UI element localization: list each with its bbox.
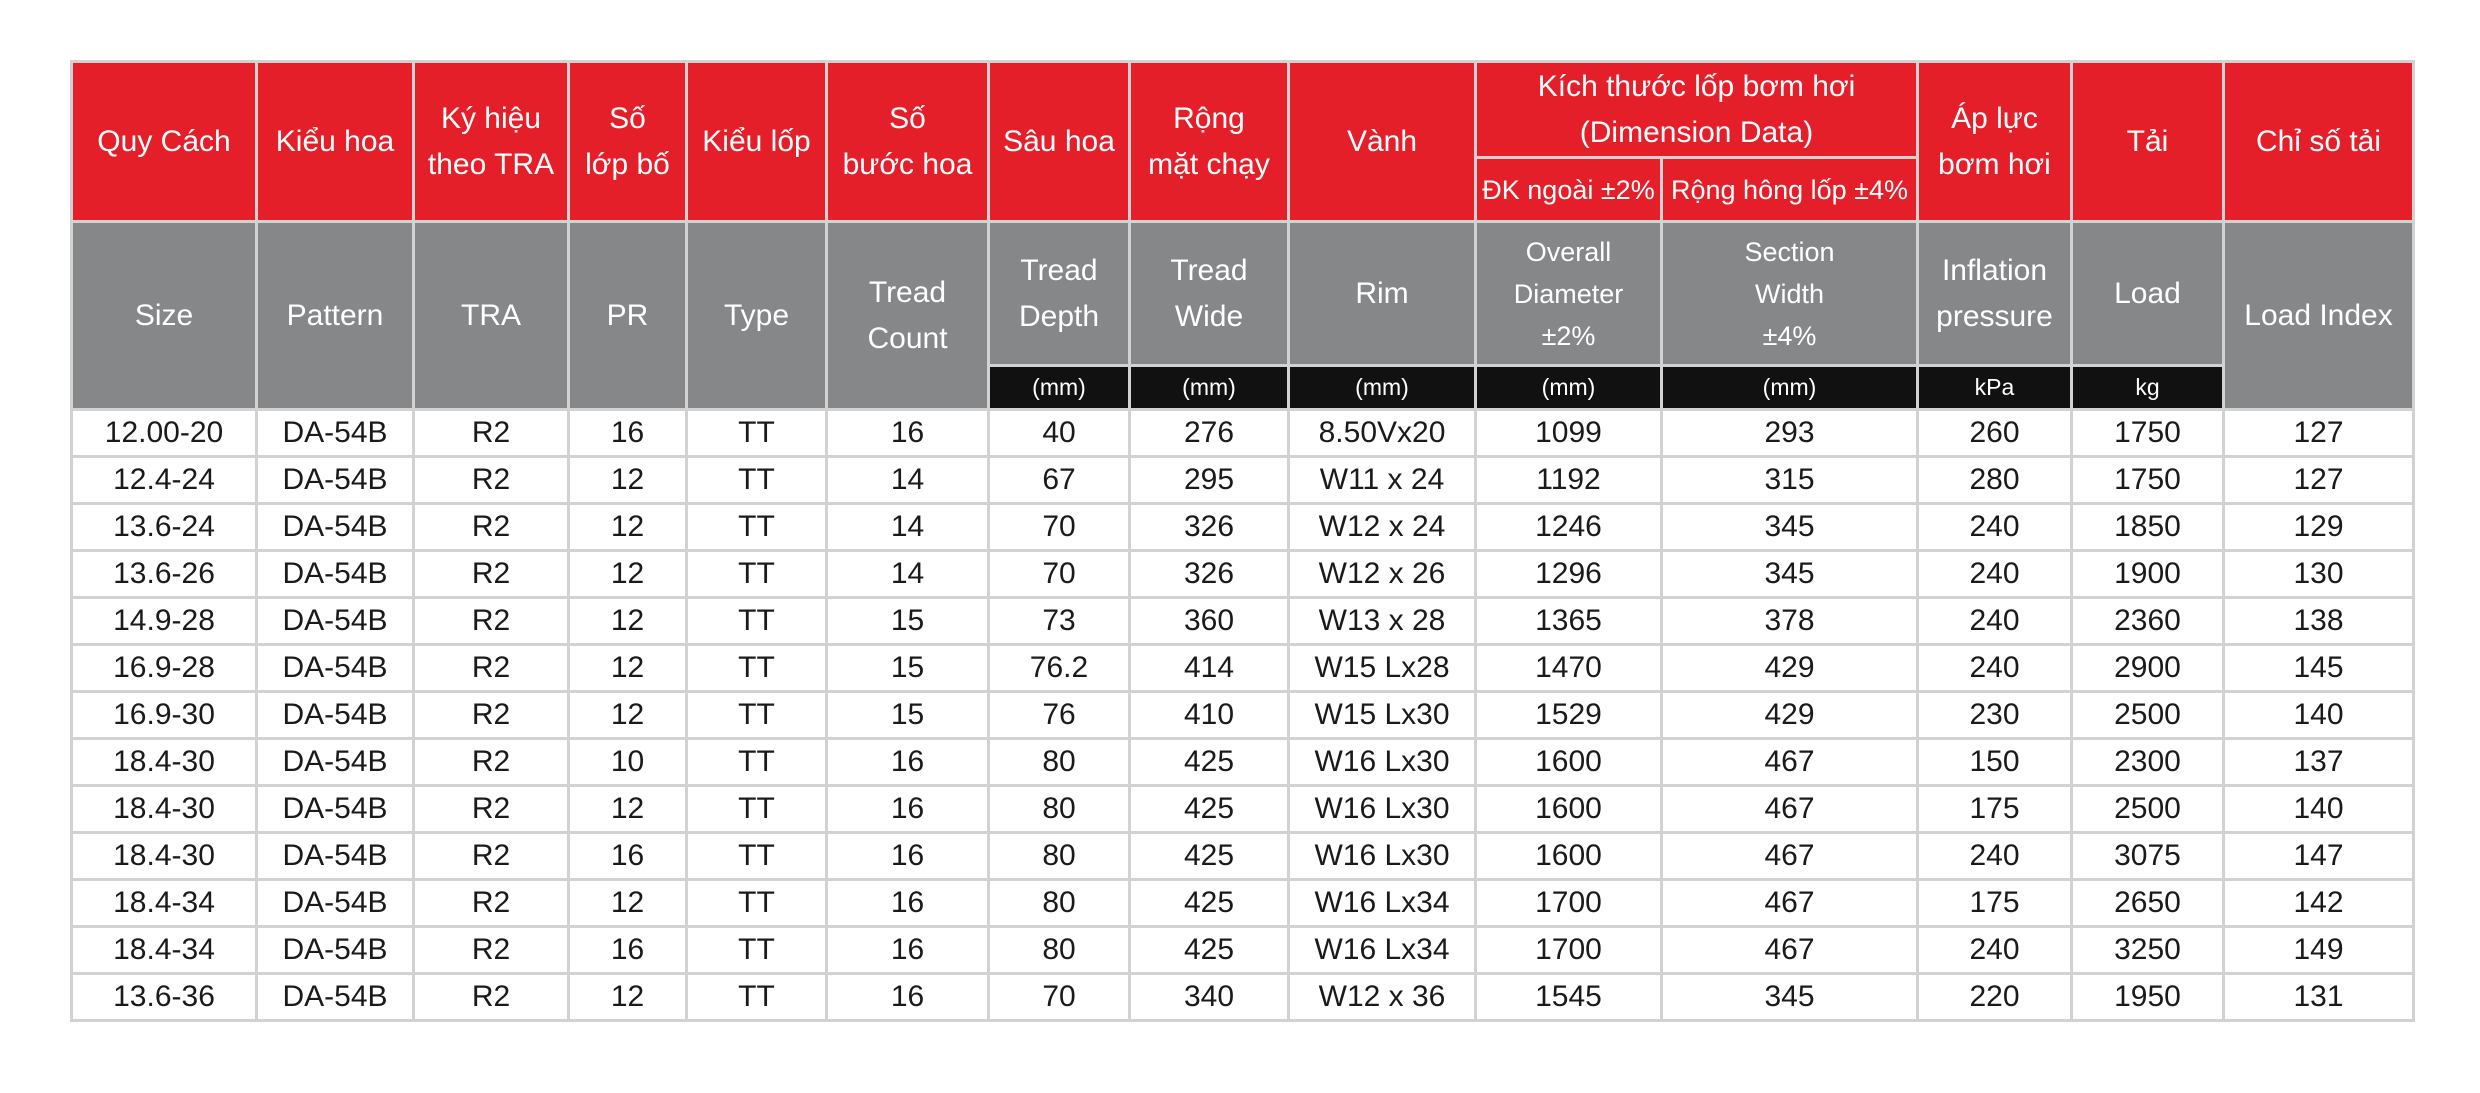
cell-pr: 12	[569, 551, 687, 598]
header-vn-pattern: Kiểu hoa	[257, 62, 414, 222]
cell-type: TT	[687, 786, 827, 833]
cell-type: TT	[687, 833, 827, 880]
cell-section-width: 467	[1662, 927, 1918, 974]
cell-tread-wide: 295	[1130, 457, 1289, 504]
cell-pr: 12	[569, 457, 687, 504]
cell-pr: 12	[569, 692, 687, 739]
cell-pattern: DA-54B	[257, 645, 414, 692]
cell-overall-diameter: 1600	[1476, 739, 1662, 786]
table-row	[72, 504, 2414, 551]
cell-inflation: 230	[1918, 692, 2072, 739]
tire-spec-table	[70, 60, 2415, 1022]
cell-tread-count: 16	[827, 786, 989, 833]
cell-inflation: 280	[1918, 457, 2072, 504]
cell-section-width: 429	[1662, 692, 1918, 739]
header-vn-tread-depth: Sâu hoa	[989, 62, 1130, 222]
cell-pr: 12	[569, 504, 687, 551]
cell-tread-wide: 425	[1130, 927, 1289, 974]
cell-tread-depth: 80	[989, 927, 1130, 974]
table-row	[72, 645, 2414, 692]
cell-tread-depth: 70	[989, 974, 1130, 1021]
cell-section-width: 315	[1662, 457, 1918, 504]
cell-pr: 16	[569, 833, 687, 880]
cell-load: 2500	[2072, 692, 2224, 739]
cell-tread-count: 16	[827, 410, 989, 457]
cell-size: 12.4-24	[72, 457, 257, 504]
cell-load: 2650	[2072, 880, 2224, 927]
cell-inflation: 175	[1918, 786, 2072, 833]
table-row	[72, 410, 2414, 457]
cell-inflation: 240	[1918, 504, 2072, 551]
header-vn-dimension-group: Kích thước lốp bơm hơi (Dimension Data)	[1476, 62, 1918, 158]
cell-rim: W16 Lx30	[1289, 739, 1476, 786]
cell-rim: W16 Lx30	[1289, 833, 1476, 880]
cell-pr: 16	[569, 927, 687, 974]
cell-load: 3075	[2072, 833, 2224, 880]
cell-tread-wide: 425	[1130, 880, 1289, 927]
cell-inflation: 220	[1918, 974, 2072, 1021]
cell-load-index: 127	[2224, 410, 2414, 457]
cell-size: 13.6-26	[72, 551, 257, 598]
header-en-pattern: Pattern	[257, 222, 414, 410]
cell-load: 1900	[2072, 551, 2224, 598]
cell-overall-diameter: 1470	[1476, 645, 1662, 692]
cell-inflation: 240	[1918, 598, 2072, 645]
cell-load-index: 149	[2224, 927, 2414, 974]
cell-overall-diameter: 1600	[1476, 786, 1662, 833]
cell-tra: R2	[414, 786, 569, 833]
cell-section-width: 293	[1662, 410, 1918, 457]
cell-tra: R2	[414, 880, 569, 927]
unit-section-width: (mm)	[1662, 366, 1918, 410]
cell-tread-depth: 76.2	[989, 645, 1130, 692]
cell-load-index: 127	[2224, 457, 2414, 504]
unit-tread-wide: (mm)	[1130, 366, 1289, 410]
cell-type: TT	[687, 927, 827, 974]
header-en-rim: Rim	[1289, 222, 1476, 366]
header-vn-rim: Vành	[1289, 62, 1476, 222]
cell-load-index: 140	[2224, 786, 2414, 833]
header-en-tra: TRA	[414, 222, 569, 410]
cell-pattern: DA-54B	[257, 457, 414, 504]
cell-load: 1750	[2072, 457, 2224, 504]
unit-rim: (mm)	[1289, 366, 1476, 410]
table-row	[72, 598, 2414, 645]
cell-tread-wide: 276	[1130, 410, 1289, 457]
cell-tra: R2	[414, 974, 569, 1021]
table-row	[72, 692, 2414, 739]
cell-size: 13.6-24	[72, 504, 257, 551]
cell-inflation: 240	[1918, 833, 2072, 880]
cell-size: 16.9-28	[72, 645, 257, 692]
header-vn-load: Tải	[2072, 62, 2224, 222]
cell-load-index: 137	[2224, 739, 2414, 786]
cell-pattern: DA-54B	[257, 598, 414, 645]
cell-tread-depth: 67	[989, 457, 1130, 504]
cell-tread-depth: 40	[989, 410, 1130, 457]
cell-load: 2900	[2072, 645, 2224, 692]
cell-overall-diameter: 1545	[1476, 974, 1662, 1021]
unit-inflation: kPa	[1918, 366, 2072, 410]
cell-tra: R2	[414, 833, 569, 880]
cell-pattern: DA-54B	[257, 786, 414, 833]
cell-inflation: 240	[1918, 551, 2072, 598]
cell-tread-wide: 414	[1130, 645, 1289, 692]
header-vn-size: Quy Cách	[72, 62, 257, 222]
cell-inflation: 150	[1918, 739, 2072, 786]
cell-pr: 16	[569, 410, 687, 457]
cell-type: TT	[687, 739, 827, 786]
cell-section-width: 345	[1662, 974, 1918, 1021]
cell-type: TT	[687, 645, 827, 692]
cell-rim: W12 x 36	[1289, 974, 1476, 1021]
cell-tra: R2	[414, 410, 569, 457]
cell-size: 18.4-30	[72, 833, 257, 880]
cell-pattern: DA-54B	[257, 833, 414, 880]
cell-section-width: 467	[1662, 786, 1918, 833]
cell-inflation: 240	[1918, 645, 2072, 692]
cell-tread-depth: 70	[989, 551, 1130, 598]
cell-section-width: 378	[1662, 598, 1918, 645]
cell-overall-diameter: 1600	[1476, 833, 1662, 880]
cell-rim: W15 Lx28	[1289, 645, 1476, 692]
cell-type: TT	[687, 504, 827, 551]
cell-rim: W16 Lx34	[1289, 927, 1476, 974]
header-en-inflation: Inflation pressure	[1918, 222, 2072, 366]
cell-tread-depth: 73	[989, 598, 1130, 645]
cell-overall-diameter: 1365	[1476, 598, 1662, 645]
cell-pattern: DA-54B	[257, 692, 414, 739]
table-row	[72, 739, 2414, 786]
cell-type: TT	[687, 880, 827, 927]
cell-section-width: 429	[1662, 645, 1918, 692]
cell-pattern: DA-54B	[257, 927, 414, 974]
cell-load-index: 142	[2224, 880, 2414, 927]
header-en-section-width: Section Width ±4%	[1662, 222, 1918, 366]
table-row	[72, 551, 2414, 598]
cell-tra: R2	[414, 457, 569, 504]
header-vn-type: Kiểu lốp	[687, 62, 827, 222]
header-vn-overall-diameter: ĐK ngoài ±2%	[1476, 158, 1662, 222]
cell-load-index: 129	[2224, 504, 2414, 551]
tire-table-body	[72, 410, 2414, 1021]
cell-tra: R2	[414, 692, 569, 739]
cell-type: TT	[687, 410, 827, 457]
header-en-tread-wide: Tread Wide	[1130, 222, 1289, 366]
header-en-load-index: Load Index	[2224, 222, 2414, 410]
cell-tread-count: 16	[827, 974, 989, 1021]
cell-load-index: 138	[2224, 598, 2414, 645]
cell-load-index: 145	[2224, 645, 2414, 692]
cell-size: 18.4-30	[72, 786, 257, 833]
cell-rim: W12 x 24	[1289, 504, 1476, 551]
cell-tra: R2	[414, 739, 569, 786]
cell-tra: R2	[414, 551, 569, 598]
cell-rim: W12 x 26	[1289, 551, 1476, 598]
cell-rim: 8.50Vx20	[1289, 410, 1476, 457]
cell-pr: 12	[569, 786, 687, 833]
cell-tread-depth: 76	[989, 692, 1130, 739]
header-en-type: Type	[687, 222, 827, 410]
cell-tread-wide: 425	[1130, 833, 1289, 880]
cell-load: 1950	[2072, 974, 2224, 1021]
cell-type: TT	[687, 457, 827, 504]
cell-load: 1850	[2072, 504, 2224, 551]
cell-load: 1750	[2072, 410, 2224, 457]
cell-size: 18.4-30	[72, 739, 257, 786]
cell-tra: R2	[414, 927, 569, 974]
cell-rim: W11 x 24	[1289, 457, 1476, 504]
cell-load: 2300	[2072, 739, 2224, 786]
cell-inflation: 260	[1918, 410, 2072, 457]
cell-section-width: 467	[1662, 739, 1918, 786]
cell-load: 3250	[2072, 927, 2224, 974]
cell-tread-depth: 80	[989, 880, 1130, 927]
cell-pr: 12	[569, 880, 687, 927]
cell-tread-count: 15	[827, 598, 989, 645]
header-en-tread-depth: Tread Depth	[989, 222, 1130, 366]
cell-tread-depth: 80	[989, 786, 1130, 833]
cell-inflation: 175	[1918, 880, 2072, 927]
cell-tread-count: 16	[827, 880, 989, 927]
table-row	[72, 927, 2414, 974]
cell-overall-diameter: 1192	[1476, 457, 1662, 504]
cell-overall-diameter: 1246	[1476, 504, 1662, 551]
cell-overall-diameter: 1099	[1476, 410, 1662, 457]
header-en-overall-diameter: Overall Diameter ±2%	[1476, 222, 1662, 366]
cell-type: TT	[687, 974, 827, 1021]
cell-pattern: DA-54B	[257, 974, 414, 1021]
cell-pattern: DA-54B	[257, 551, 414, 598]
header-vn-tread-wide: Rộng mặt chạy	[1130, 62, 1289, 222]
header-vn-inflation: Áp lực bơm hơi	[1918, 62, 2072, 222]
cell-tread-count: 16	[827, 927, 989, 974]
cell-pattern: DA-54B	[257, 410, 414, 457]
header-en-size: Size	[72, 222, 257, 410]
cell-load-index: 130	[2224, 551, 2414, 598]
cell-tread-wide: 360	[1130, 598, 1289, 645]
cell-tread-wide: 326	[1130, 504, 1289, 551]
header-vn-tread-count: Số bước hoa	[827, 62, 989, 222]
cell-tread-count: 16	[827, 833, 989, 880]
cell-tread-depth: 80	[989, 833, 1130, 880]
cell-pr: 12	[569, 598, 687, 645]
cell-inflation: 240	[1918, 927, 2072, 974]
cell-pattern: DA-54B	[257, 504, 414, 551]
header-vn-pr: Số lớp bố	[569, 62, 687, 222]
header-en-tread-count: Tread Count	[827, 222, 989, 410]
cell-section-width: 467	[1662, 880, 1918, 927]
cell-load-index: 140	[2224, 692, 2414, 739]
cell-pr: 12	[569, 974, 687, 1021]
cell-size: 18.4-34	[72, 880, 257, 927]
cell-size: 18.4-34	[72, 927, 257, 974]
table-row	[72, 457, 2414, 504]
cell-overall-diameter: 1529	[1476, 692, 1662, 739]
cell-load: 2500	[2072, 786, 2224, 833]
cell-tread-depth: 80	[989, 739, 1130, 786]
cell-tread-count: 14	[827, 457, 989, 504]
table-row	[72, 833, 2414, 880]
cell-pattern: DA-54B	[257, 739, 414, 786]
cell-tread-wide: 326	[1130, 551, 1289, 598]
cell-tread-count: 15	[827, 692, 989, 739]
table-row	[72, 786, 2414, 833]
cell-tread-wide: 425	[1130, 786, 1289, 833]
cell-overall-diameter: 1700	[1476, 880, 1662, 927]
cell-pr: 10	[569, 739, 687, 786]
cell-load-index: 147	[2224, 833, 2414, 880]
unit-tread-depth: (mm)	[989, 366, 1130, 410]
cell-overall-diameter: 1296	[1476, 551, 1662, 598]
cell-section-width: 345	[1662, 551, 1918, 598]
cell-load: 2360	[2072, 598, 2224, 645]
cell-tread-count: 14	[827, 504, 989, 551]
cell-tread-depth: 70	[989, 504, 1130, 551]
unit-load: kg	[2072, 366, 2224, 410]
cell-pr: 12	[569, 645, 687, 692]
cell-size: 14.9-28	[72, 598, 257, 645]
header-en-pr: PR	[569, 222, 687, 410]
cell-tread-count: 15	[827, 645, 989, 692]
cell-type: TT	[687, 692, 827, 739]
cell-tread-wide: 410	[1130, 692, 1289, 739]
cell-section-width: 467	[1662, 833, 1918, 880]
cell-tread-count: 16	[827, 739, 989, 786]
cell-size: 13.6-36	[72, 974, 257, 1021]
table-row	[72, 880, 2414, 927]
cell-pattern: DA-54B	[257, 880, 414, 927]
header-vn-load-index: Chỉ số tải	[2224, 62, 2414, 222]
cell-tread-count: 14	[827, 551, 989, 598]
header-en-load: Load	[2072, 222, 2224, 366]
cell-type: TT	[687, 551, 827, 598]
cell-size: 12.00-20	[72, 410, 257, 457]
cell-tra: R2	[414, 504, 569, 551]
cell-tread-wide: 340	[1130, 974, 1289, 1021]
cell-rim: W16 Lx30	[1289, 786, 1476, 833]
cell-overall-diameter: 1700	[1476, 927, 1662, 974]
cell-load-index: 131	[2224, 974, 2414, 1021]
cell-rim: W13 x 28	[1289, 598, 1476, 645]
cell-tra: R2	[414, 598, 569, 645]
header-vn-tra: Ký hiệu theo TRA	[414, 62, 569, 222]
table-row	[72, 974, 2414, 1021]
cell-tread-wide: 425	[1130, 739, 1289, 786]
cell-section-width: 345	[1662, 504, 1918, 551]
cell-rim: W16 Lx34	[1289, 880, 1476, 927]
cell-rim: W15 Lx30	[1289, 692, 1476, 739]
cell-type: TT	[687, 598, 827, 645]
unit-overall-diameter: (mm)	[1476, 366, 1662, 410]
header-vn-section-width: Rộng hông lốp ±4%	[1662, 158, 1918, 222]
cell-tra: R2	[414, 645, 569, 692]
cell-size: 16.9-30	[72, 692, 257, 739]
